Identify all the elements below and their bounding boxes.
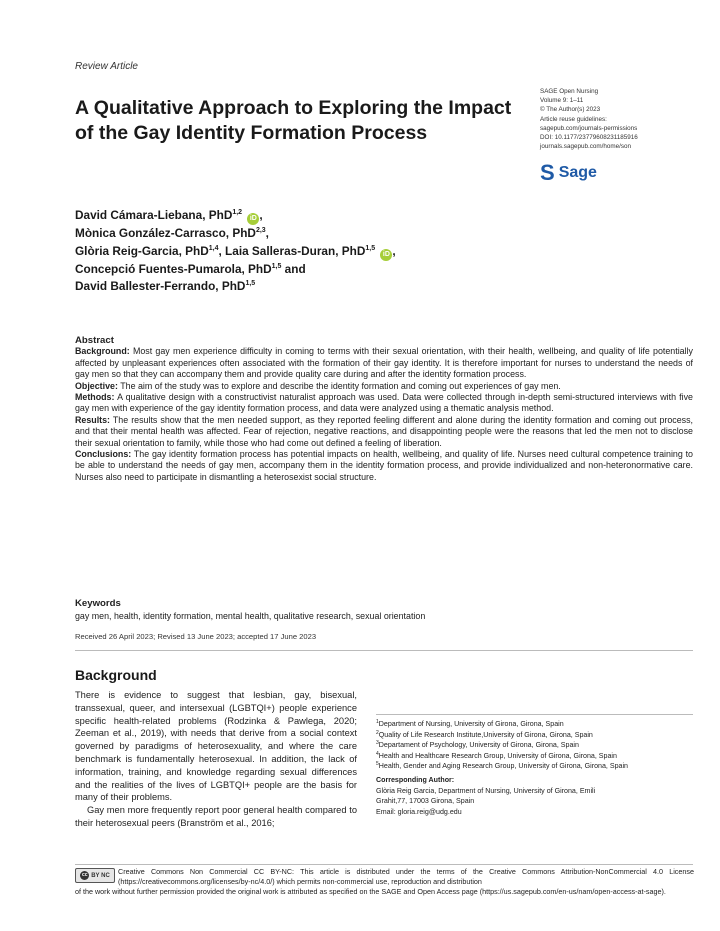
affiliation-sup: 2 <box>376 729 379 736</box>
sage-logo-text: Sage <box>558 164 597 181</box>
affiliation-sup: 3 <box>376 740 379 747</box>
affiliation <box>376 741 676 751</box>
license-text: Creative Commons Non Commercial CC BY-NC: This article is distributed under the terms of the Creative Commons Attribution-NonCommercial 4.0 License (https://creativecommons.org/licenses/by-nc/4.0/) which permits non-commercial use, reproduction and distribution <box>118 867 694 887</box>
author-affiliation-sup: 1,5 <box>365 244 376 252</box>
affiliation-text: Quality of Life Research Institute,University of Girona, Girona, Spain <box>378 730 593 739</box>
orcid-icon[interactable]: iD <box>247 213 259 225</box>
author-separator: , <box>265 226 269 240</box>
license-text-continued: of the work without further permission provided the original work is attributed as specified on the SAGE and Open Access page (https://us.sagepub.com/en-us/nam/open-access-at-sage). <box>75 887 666 896</box>
author-affiliation-sup: 1,5 <box>271 262 282 270</box>
divider <box>75 650 693 651</box>
author-affiliation-sup: 2,3 <box>255 227 266 234</box>
cc-icon: cc <box>81 872 88 878</box>
orcid-icon[interactable]: iD <box>380 249 392 261</box>
author-line-3 <box>75 243 545 261</box>
abstract-background <box>75 346 693 380</box>
body-paragraph: There is evidence to suggest that lesbian, gay, bisexual, transsexual, queer, and intersexual (LGBTQI+) people experience specific health-related problems (Rodzinka & Pawlega, 2020; Zeeman et al., 2019), with needs that derive from a social context governed by paradigms of heterosexuality, and where the care benchmark is fundamentally heterosexual. In addition, the lack of information, training, and knowledge regarding sexual differences and the realities of the lives of LGBTQI+ people are the basis for many of their problems. <box>75 690 357 803</box>
journal-reuse: Article reuse guidelines: <box>540 115 607 123</box>
author-line-1 <box>75 207 545 225</box>
author-name: Concepció Fuentes-Pumarola, PhD <box>75 261 272 276</box>
abstract-section-label: Results: <box>75 414 111 425</box>
affiliation-text: Department of Nursing, University of Girona, Girona, Spain <box>378 720 564 728</box>
corresponding-author-line: Glòria Reig Garcia, Department of Nursing, University of Girona, Emili <box>376 786 596 795</box>
article-type: Review Article <box>75 61 138 72</box>
abstract-objective <box>75 381 693 392</box>
cc-badge-text: BY NC <box>91 872 110 879</box>
author-line-5 <box>75 278 545 296</box>
affiliation-sup: 4 <box>376 750 379 757</box>
abstract-section-text: A qualitative design with a constructivist naturalist approach was used. Data were collected through in-depth semi-structured interviews with five gay men with experience of the gay identity formation process, and data were analyzed using a thematic analysis method. <box>75 392 693 414</box>
abstract-section-label: Conclusions: <box>75 449 132 460</box>
keywords-heading: Keywords <box>75 598 121 609</box>
keywords <box>75 598 693 622</box>
author-name: David Cámara-Liebana, PhD <box>75 208 233 222</box>
divider <box>75 864 693 865</box>
abstract-section-text: Most gay men experience difficulty in coming to terms with their sexual orientation, with their health, wellbeing, and quality of life potentially affected by unpleasant experiences often associated with the formation of their gay identity. It is therefore important for nurses to understand the needs of gay men so that they can accompany them and provide quality care during and after the identity formation process. <box>75 346 693 380</box>
doi-link[interactable]: DOI: 10.1177/23779608231185916 <box>540 134 638 142</box>
received-dates: Received 26 April 2023; Revised 13 June 2023; accepted 17 June 2023 <box>75 632 317 641</box>
sage-logo <box>540 160 597 185</box>
abstract-section-label: Background: <box>75 346 130 357</box>
author-line-2 <box>75 225 545 243</box>
author-name: Laia Salleras-Duran, PhD <box>225 243 366 258</box>
abstract-section-text: The aim of the study was to explore and describe the identity formation and coming out experiences of gay men. <box>120 380 561 391</box>
author-separator: , <box>218 243 222 258</box>
abstract-heading: Abstract <box>75 335 114 346</box>
affiliation-sup: 1 <box>376 719 379 725</box>
journal-volume: Volume 9: 1–11 <box>540 97 584 105</box>
author-list <box>75 207 545 296</box>
keywords-text: gay men, health, identity formation, mental health, qualitative research, sexual orientation <box>75 611 426 621</box>
permissions-link[interactable]: sagepub.com/journals-permissions <box>540 124 638 132</box>
author-separator: and <box>284 261 306 276</box>
sage-s-icon: S <box>540 160 555 185</box>
corresponding-author-label: Corresponding Author: <box>376 775 455 784</box>
background-body <box>75 689 357 830</box>
author-name: Glòria Reig-Garcia, PhD <box>75 243 209 258</box>
affiliation-text: Departament of Psychology, University of Girona, Girona, Spain <box>378 741 579 750</box>
abstract-results <box>75 415 693 449</box>
body-paragraph: Gay men more frequently report poor general health compared to their heterosexual peers (Branström et al., 2016; <box>75 805 357 828</box>
affiliation-text: Health, Gender and Aging Research Group, University of Girona, Girona, Spain <box>378 762 628 771</box>
affiliation <box>376 720 676 730</box>
cc-license-badge[interactable] <box>75 868 115 883</box>
journal-home-link[interactable]: journals.sagepub.com/home/son <box>540 143 632 151</box>
affiliation-sup: 5 <box>376 761 379 768</box>
author-name: Mònica González-Carrasco, PhD <box>75 226 256 240</box>
affiliations <box>376 720 676 818</box>
abstract-section-text: The results show that the men needed support, as they reported feeling different and alone during the identity formation and coming out process, and that their mental health was affected. Fear of rejection, negative reactions, and disappointing people were the reasons that led the men not to disclose their sexual orientation to family, while those who had come out defined a feeling of liberation. <box>75 414 693 448</box>
divider <box>376 714 693 715</box>
abstract <box>75 335 693 483</box>
abstract-section-text: The gay identity formation process has potential impacts on health, wellbeing, and quality of life. Nurses need cultural competence training to be able to understand the needs of gay men, accompany them in the identity formation process, and provide individualized and non-heteronormative care. Nurses also need to participate in dismantling a heterosexist social structure. <box>75 449 693 482</box>
abstract-conclusions <box>75 449 693 483</box>
background-heading: Background <box>75 667 157 683</box>
abstract-section-label: Objective: <box>75 380 118 391</box>
author-affiliation-sup: 1,2 <box>232 209 243 216</box>
author-affiliation-sup: 1,5 <box>245 280 256 288</box>
author-separator: , <box>259 208 263 222</box>
affiliation <box>376 762 676 772</box>
corresponding-author-address: Grahit,77, 17003 Girona, Spain <box>376 797 475 806</box>
affiliation <box>376 731 676 741</box>
author-name: David Ballester-Ferrando, PhD <box>75 279 246 294</box>
author-affiliation-sup: 1,4 <box>208 244 219 252</box>
author-line-4 <box>75 261 545 279</box>
abstract-section-label: Methods: <box>75 392 115 403</box>
corresponding-author-email[interactable]: Email: gloria.reig@udg.edu <box>376 807 462 816</box>
abstract-methods <box>75 392 693 415</box>
affiliation <box>376 752 676 762</box>
author-separator: , <box>392 243 396 258</box>
journal-name: SAGE Open Nursing <box>540 88 599 95</box>
journal-copyright: © The Author(s) 2023 <box>540 106 601 114</box>
journal-info <box>540 87 700 151</box>
article-title: A Qualitative Approach to Exploring the Impact of the Gay Identity Formation Process <box>75 97 512 144</box>
affiliation-text: Health and Healthcare Research Group, University of Girona, Girona, Spain <box>378 751 617 760</box>
